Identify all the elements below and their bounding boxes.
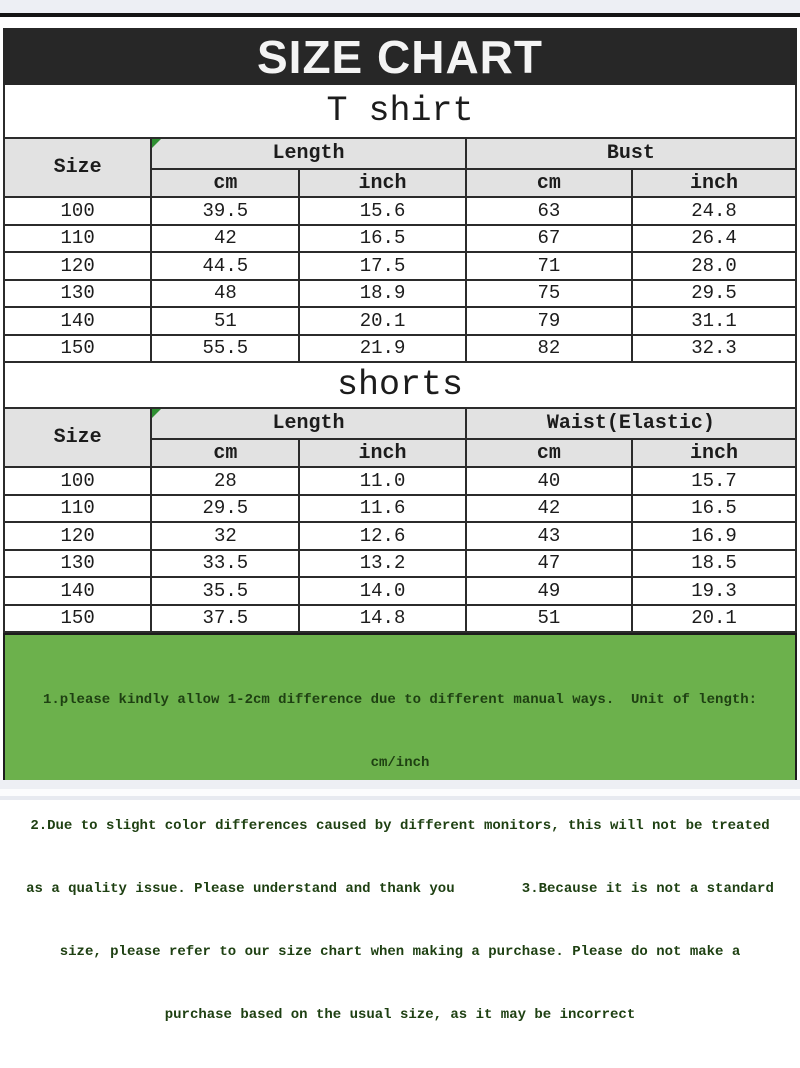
size-cell: 100 [4, 467, 151, 495]
shorts-waist-cm-header: cm [466, 439, 632, 467]
shorts-length-header [151, 408, 465, 439]
table-row [4, 225, 796, 253]
shorts-header-group-row [4, 408, 796, 439]
value-cell: 11.6 [299, 495, 465, 523]
size-cell: 130 [4, 280, 151, 308]
value-cell: 33.5 [151, 550, 299, 578]
shorts-table-body [4, 467, 796, 632]
tshirt-size-table [3, 137, 797, 363]
size-cell: 120 [4, 522, 151, 550]
tshirt-bust-cm-header: cm [466, 169, 632, 197]
value-cell: 19.3 [632, 577, 796, 605]
shorts-size-header: Size [4, 408, 151, 467]
shorts-title-text: shorts [336, 365, 464, 405]
top-margin-strip [0, 0, 800, 13]
value-cell: 29.5 [632, 280, 796, 308]
size-cell: 150 [4, 605, 151, 633]
value-cell: 26.4 [632, 225, 796, 253]
value-cell: 17.5 [299, 252, 465, 280]
value-cell: 51 [466, 605, 632, 633]
tshirt-length-cm-header: cm [151, 169, 299, 197]
value-cell: 16.5 [299, 225, 465, 253]
shorts-length-inch-header: inch [299, 439, 465, 467]
value-cell: 20.1 [632, 605, 796, 633]
table-row [4, 605, 796, 633]
table-row [4, 252, 796, 280]
table-row [4, 467, 796, 495]
table-row [4, 335, 796, 363]
value-cell: 51 [151, 307, 299, 335]
tshirt-size-header: Size [4, 138, 151, 197]
value-cell: 24.8 [632, 197, 796, 225]
value-cell: 16.9 [632, 522, 796, 550]
value-cell: 40 [466, 467, 632, 495]
shorts-waist-header: Waist(Elastic) [466, 408, 796, 439]
value-cell: 12.6 [299, 522, 465, 550]
size-cell: 120 [4, 252, 151, 280]
value-cell: 75 [466, 280, 632, 308]
value-cell: 28.0 [632, 252, 796, 280]
value-cell: 32 [151, 522, 299, 550]
value-cell: 18.5 [632, 550, 796, 578]
value-cell: 31.1 [632, 307, 796, 335]
excel-corner-marker-icon [152, 139, 161, 148]
value-cell: 44.5 [151, 252, 299, 280]
value-cell: 48 [151, 280, 299, 308]
value-cell: 42 [151, 225, 299, 253]
value-cell: 11.0 [299, 467, 465, 495]
value-cell: 16.5 [632, 495, 796, 523]
size-cell: 140 [4, 307, 151, 335]
value-cell: 20.1 [299, 307, 465, 335]
shorts-waist-inch-header: inch [632, 439, 796, 467]
size-cell: 130 [4, 550, 151, 578]
value-cell: 67 [466, 225, 632, 253]
tshirt-length-inch-header: inch [299, 169, 465, 197]
size-cell: 110 [4, 495, 151, 523]
tshirt-bust-inch-header: inch [632, 169, 796, 197]
tshirt-length-label: Length [272, 142, 345, 165]
tshirt-header-group-row [4, 138, 796, 169]
tshirt-section-title [3, 85, 797, 137]
note-line: 2.Due to slight color differences caused by different monitors, this will not be treated [30, 818, 770, 834]
value-cell: 35.5 [151, 577, 299, 605]
shorts-length-cm-header: cm [151, 439, 299, 467]
table-row [4, 550, 796, 578]
note-line: 1.please kindly allow 1-2cm difference due to different manual ways. Unit of length: [42, 692, 758, 708]
table-row [4, 495, 796, 523]
size-chart-banner [3, 28, 797, 85]
banner-title: SIZE CHART [257, 30, 543, 83]
value-cell: 29.5 [151, 495, 299, 523]
value-cell: 14.8 [299, 605, 465, 633]
size-cell: 140 [4, 577, 151, 605]
value-cell: 15.6 [299, 197, 465, 225]
table-row [4, 307, 796, 335]
size-cell: 110 [4, 225, 151, 253]
value-cell: 15.7 [632, 467, 796, 495]
value-cell: 71 [466, 252, 632, 280]
tshirt-title-text: T shirt [326, 91, 474, 131]
note-line: cm/inch [370, 755, 430, 771]
tshirt-bust-header: Bust [466, 138, 796, 169]
note-line: purchase based on the usual size, as it may be incorrect [164, 1007, 636, 1023]
value-cell: 55.5 [151, 335, 299, 363]
value-cell: 42 [466, 495, 632, 523]
value-cell: 79 [466, 307, 632, 335]
value-cell: 32.3 [632, 335, 796, 363]
value-cell: 18.9 [299, 280, 465, 308]
table-row [4, 197, 796, 225]
tshirt-table-body [4, 197, 796, 362]
value-cell: 47 [466, 550, 632, 578]
content-frame [3, 28, 797, 1023]
value-cell: 37.5 [151, 605, 299, 633]
size-cell: 150 [4, 335, 151, 363]
value-cell: 43 [466, 522, 632, 550]
table-row [4, 522, 796, 550]
value-cell: 49 [466, 577, 632, 605]
value-cell: 14.0 [299, 577, 465, 605]
note-line: as a quality issue. Please understand and thank you 3.Because it is not a standard [26, 881, 774, 897]
note-line: size, please refer to our size chart when making a purchase. Please do not make a [59, 944, 741, 960]
shorts-size-table [3, 407, 797, 633]
value-cell: 39.5 [151, 197, 299, 225]
top-gap [0, 17, 800, 28]
value-cell: 21.9 [299, 335, 465, 363]
shorts-section-title [3, 363, 797, 407]
value-cell: 13.2 [299, 550, 465, 578]
table-row [4, 577, 796, 605]
notes-panel [3, 633, 797, 1023]
tshirt-length-header [151, 138, 465, 169]
bottom-margin-strip [0, 780, 800, 789]
value-cell: 82 [466, 335, 632, 363]
value-cell: 28 [151, 467, 299, 495]
shorts-length-label: Length [272, 412, 345, 435]
excel-corner-marker-icon [152, 409, 161, 418]
value-cell: 63 [466, 197, 632, 225]
table-row [4, 280, 796, 308]
size-cell: 100 [4, 197, 151, 225]
